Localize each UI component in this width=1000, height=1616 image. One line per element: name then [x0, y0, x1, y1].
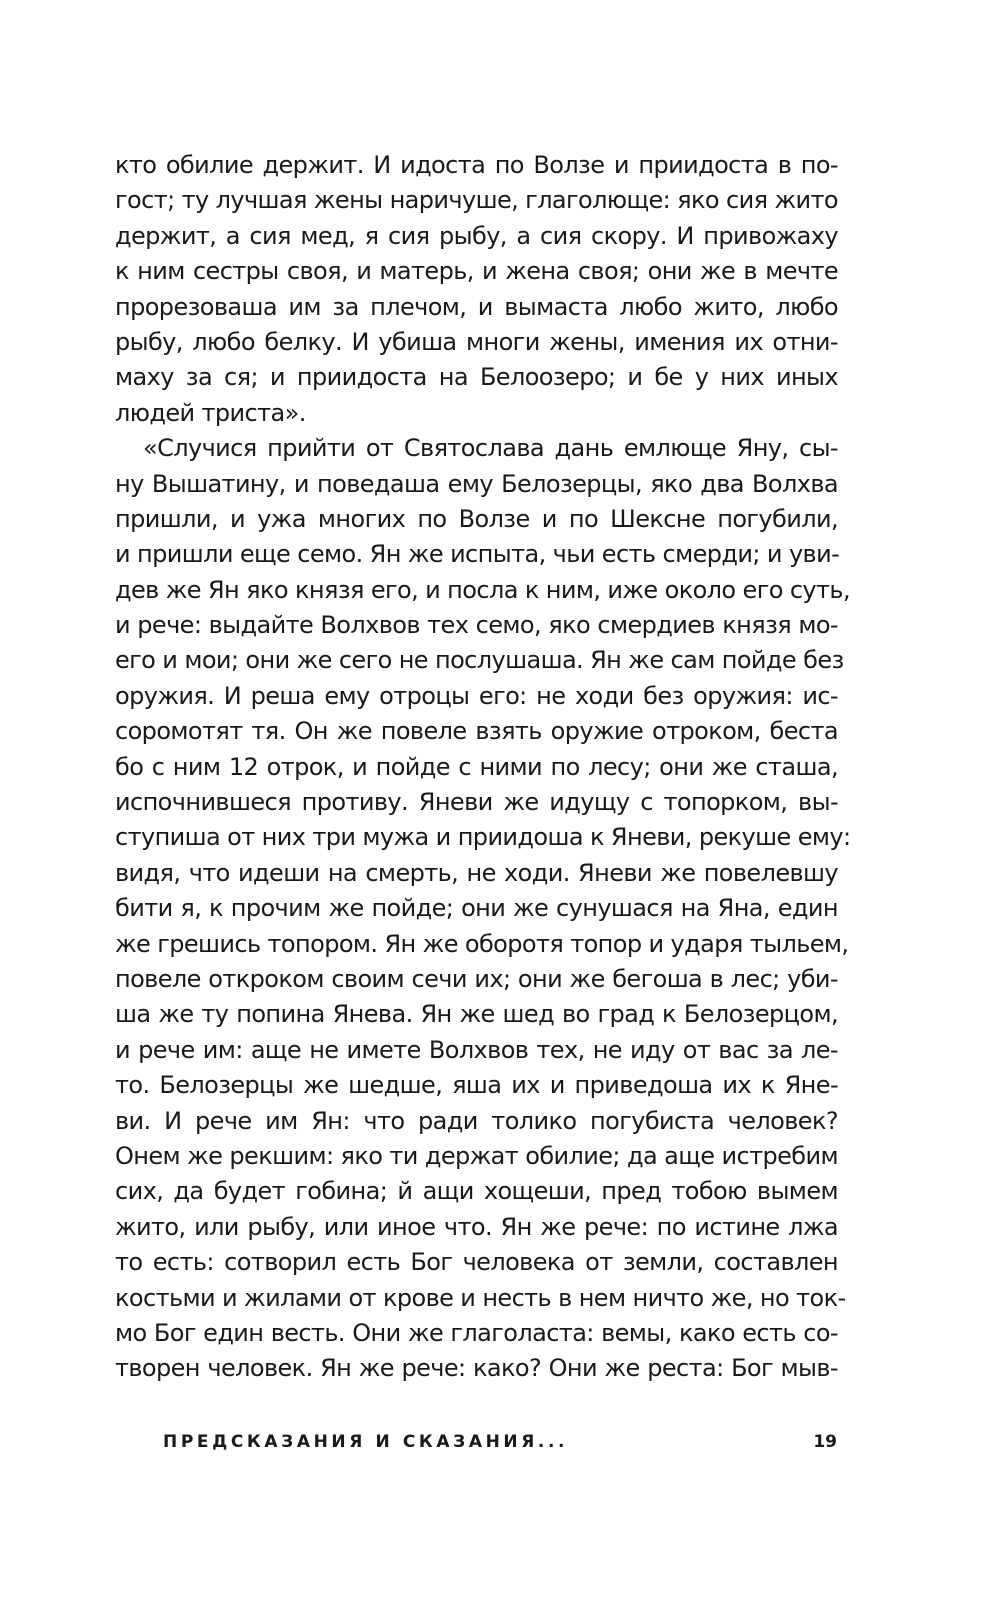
paragraph-end-line: людей триста». — [115, 398, 306, 427]
text-line: повеле откроком своим сечи их; они же бегоша в лес; уби- — [115, 964, 838, 993]
text-line: ша же ту попина Янева. Ян же шед во град к Белозерцом, — [115, 1000, 838, 1029]
text-line: же грешись топором. Ян же оборотя топор и ударя тыльем, — [115, 929, 849, 958]
text-line: бити я, к прочим же пойде; они же сунушася на Яна, един — [115, 894, 838, 923]
text-line: рыбу, любо белку. И убиша многи жены, имения их отни- — [115, 327, 838, 356]
text-line: и рече им: аще не имете Волхвов тех, не иду от вас за ле- — [115, 1035, 838, 1064]
text-line: соромотят тя. Он же повеле взять оружие отроком, беста — [115, 717, 838, 746]
text-line: и пришли еще семо. Ян же испыта, чьи есть смерди; и уви- — [115, 540, 840, 569]
text-line: пришли, и ужа многих по Волзе и по Шексне погубили, — [115, 504, 838, 533]
text-line: видя, что идеши на смерть, не ходи. Яневи же повелевшу — [115, 858, 838, 887]
text-line: мо Бог един весть. Они же глаголаста: вемы, како есть со- — [115, 1318, 838, 1347]
text-line: к ним сестры своя, и матерь, и жена своя; они же в мечте — [115, 257, 838, 286]
page-number: 19 — [813, 1432, 837, 1452]
body-text — [115, 148, 851, 1387]
text-line: ну Вышатину, и поведаша ему Белозерцы, яко два Волхва — [115, 469, 838, 498]
text-line: его и мои; они же сего не послушаша. Ян же сам пойде без — [115, 646, 844, 675]
text-line: держит, а сия мед, я сия рыбу, а сия скору. И привожаху — [115, 221, 838, 250]
text-line: кто обилие держит. И идоста по Волзе и приидоста в по- — [115, 151, 838, 179]
text-line: творен человек. Ян же рече: како? Они же реста: Бог мыв- — [115, 1354, 838, 1383]
text-line: сих, да будет гобина; й ащи хощеши, пред тобою вымем — [115, 1177, 838, 1206]
text-line: бо с ним 12 отрок, и пойде с ними по лесу; они же сташа, — [115, 752, 838, 781]
text-line: испочнившеся противу. Яневи же идущу с топорком, вы- — [115, 788, 838, 817]
text-line: ви. И рече им Ян: что ради толико погубиста человек? — [115, 1106, 838, 1135]
text-line: то есть: сотворил есть Бог человека от земли, составлен — [115, 1248, 838, 1277]
text-line: маху за ся; и приидоста на Белоозеро; и бе у них иных — [115, 363, 838, 392]
text-line: оружия. И реша ему отроцы его: не ходи без оружия: ис- — [115, 681, 838, 710]
text-line: гост; ту лучшая жены наричуше, глаголюще: яко сия жито — [115, 186, 838, 215]
running-title: ПРЕДСКАЗАНИЯ И СКАЗАНИЯ... — [163, 1432, 569, 1452]
text-line: то. Белозерцы же шедше, яша их и приведоша их к Яне- — [115, 1071, 838, 1100]
paragraph-first-line: «Случися прийти от Святослава дань емлюще Яну, сы- — [143, 434, 838, 463]
text-line: Онем же рекшим: яко ти держат обилие; да аще истребим — [115, 1141, 838, 1170]
text-line: прорезоваша им за плечом, и вымаста любо жито, любо — [115, 292, 838, 321]
text-line: ступиша от них три мужа и приидоша к Яневи, рекуше ему: — [115, 823, 851, 852]
text-line: жито, или рыбу, или иное что. Ян же рече: по истине лжа — [115, 1212, 838, 1241]
text-line: дев же Ян яко князя его, и посла к ним, иже около его суть, — [115, 575, 850, 604]
text-line: костьми и жилами от крове и несть в нем ничто же, но ток- — [115, 1283, 846, 1312]
text-line: и рече: выдайте Волхвов тех семо, яко смердиев князя мо- — [115, 611, 838, 640]
